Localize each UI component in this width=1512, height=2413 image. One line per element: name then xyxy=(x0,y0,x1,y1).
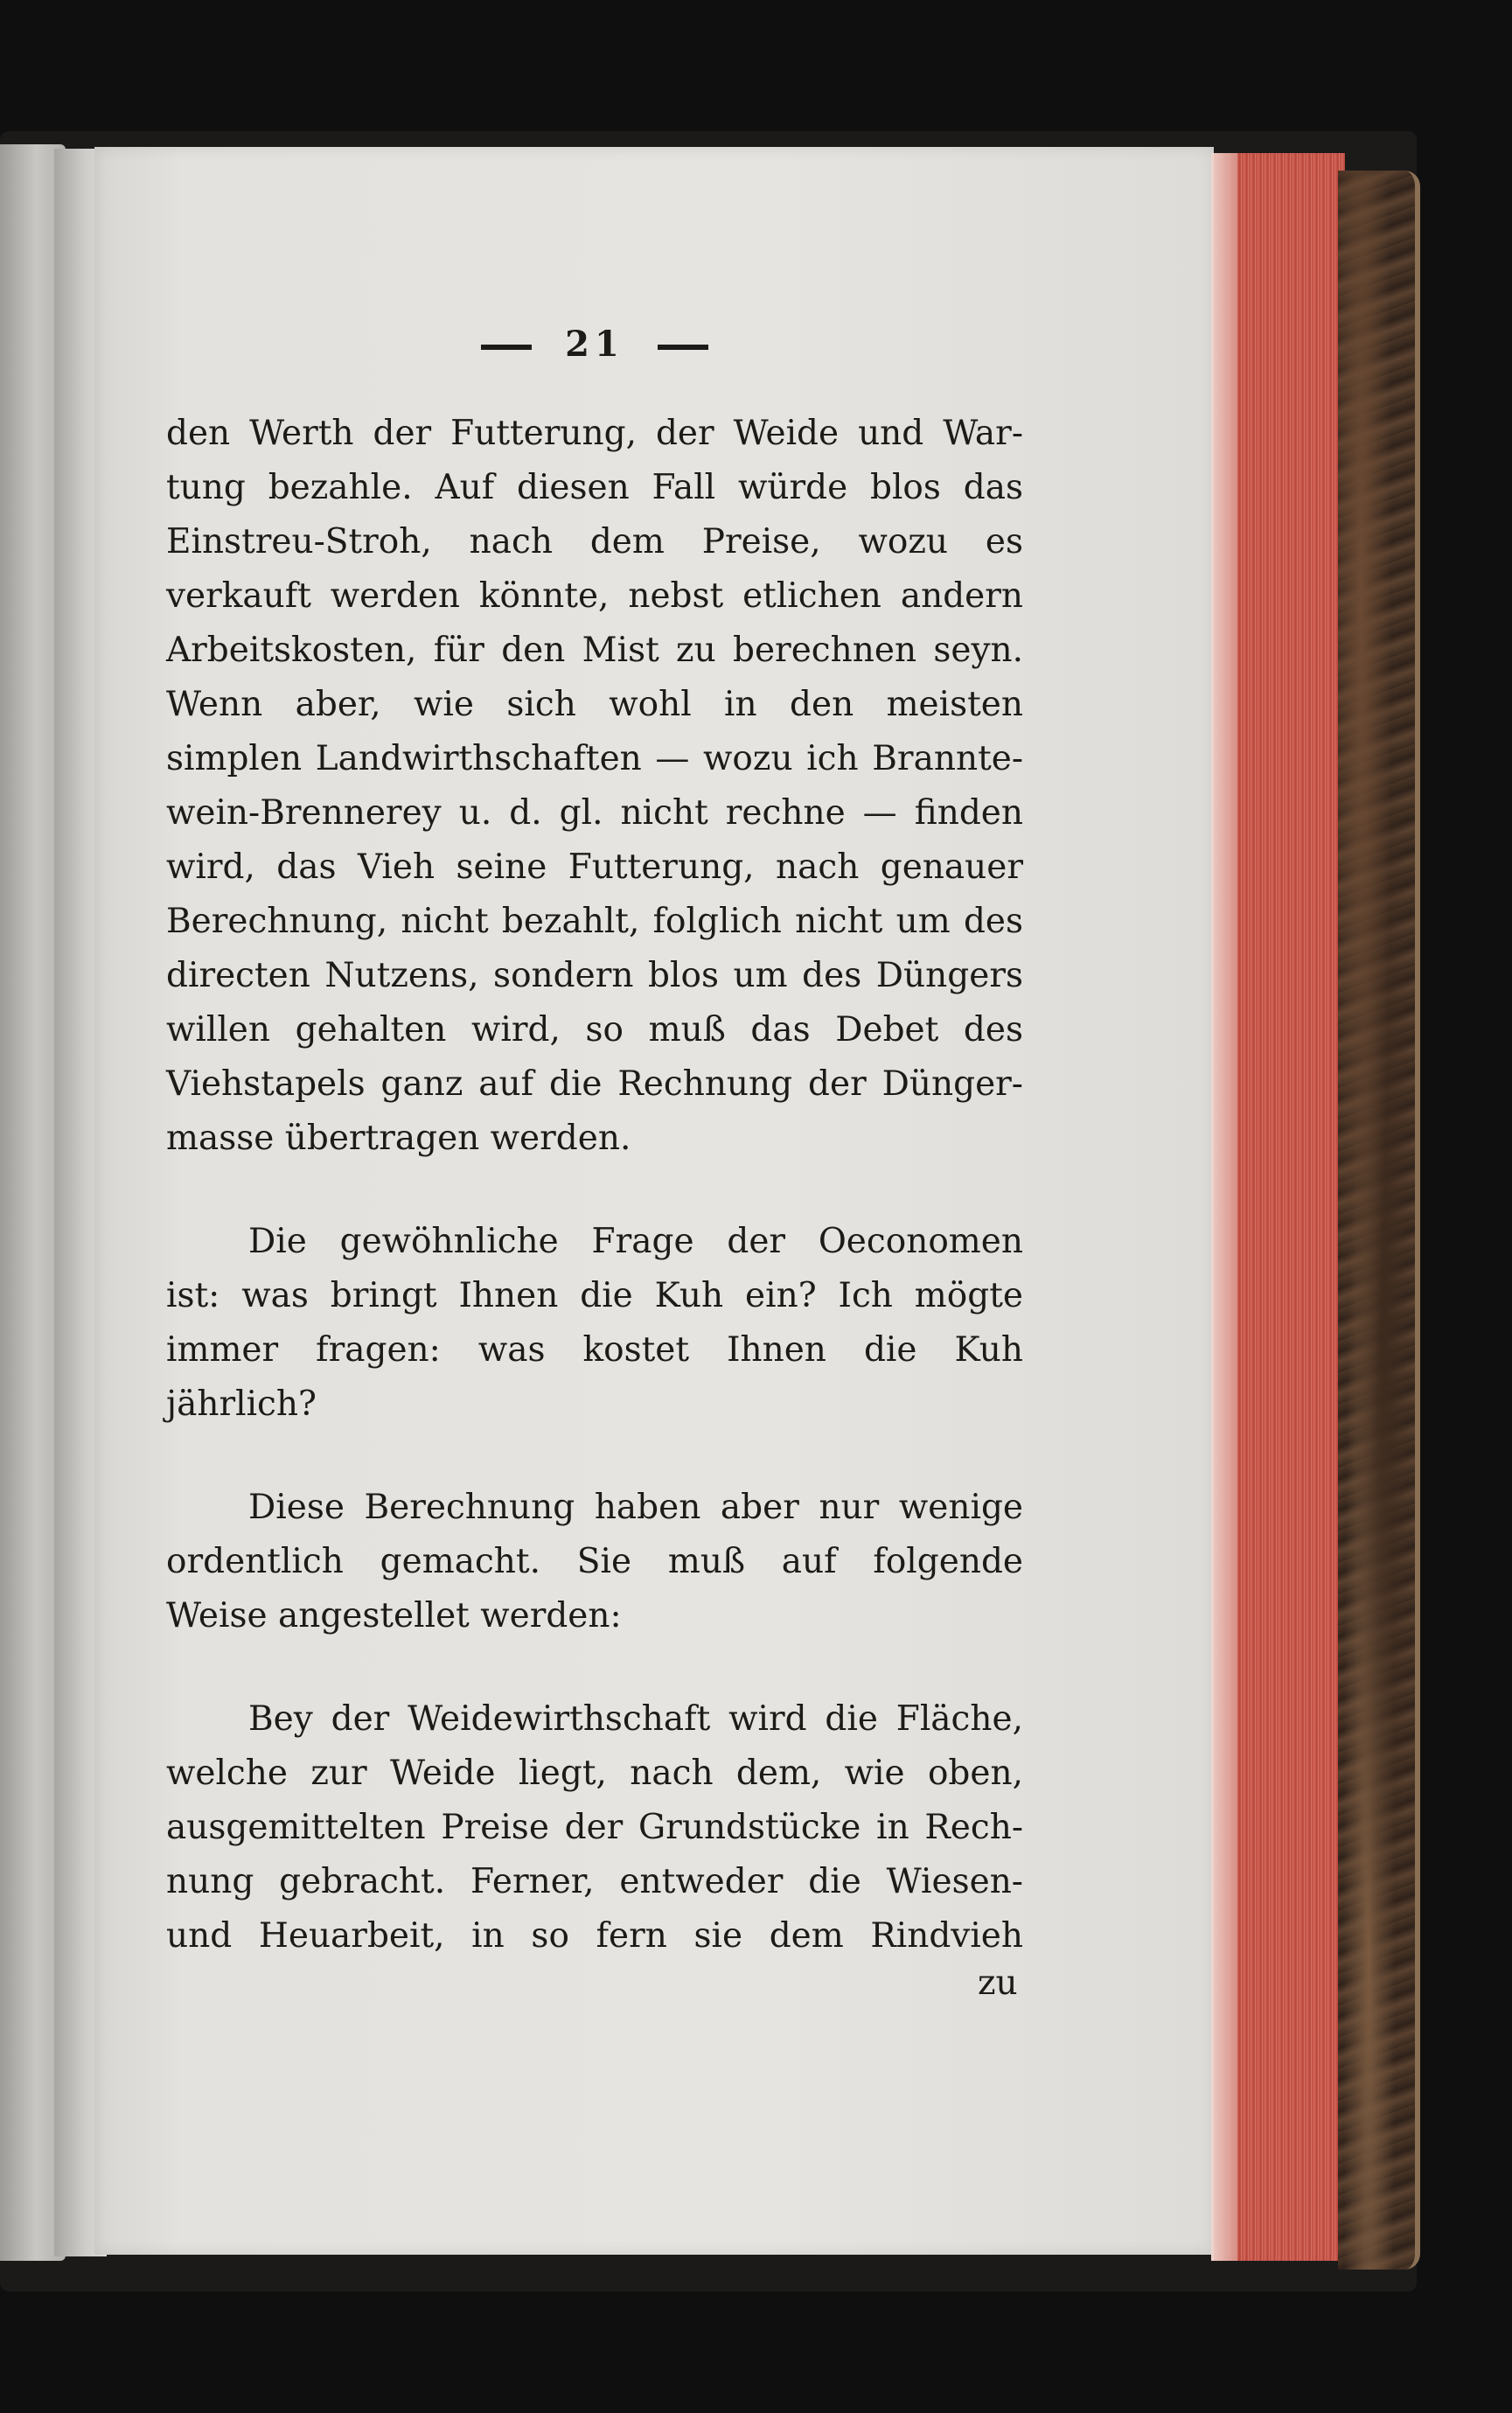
text-line: welche zur Weide liegt, nach dem, wie oben, xyxy=(166,1754,1023,1793)
text-line: jährlich? xyxy=(166,1384,317,1424)
text-line: Weise angestellet werden: xyxy=(166,1596,622,1635)
text-line: ordentlich gemacht. Sie muß auf folgende xyxy=(166,1542,1023,1581)
text-line: masse übertragen werden. xyxy=(166,1119,631,1158)
text-line: simplen Landwirthschaften — wozu ich Brannte- xyxy=(166,739,1023,778)
paragraph-2 xyxy=(166,1215,1023,1432)
text-line: Wenn aber, wie sich wohl in den meisten xyxy=(166,685,1023,724)
text-line: den Werth der Futterung, der Weide und War- xyxy=(166,414,1023,453)
text-line: ausgemittelten Preise der Grundstücke in Rech- xyxy=(166,1808,1023,1847)
page-number: 21 xyxy=(565,324,624,365)
header-dash-right xyxy=(658,345,708,350)
text-line: directen Nutzens, sondern blos um des Düngers xyxy=(166,956,1023,995)
text-line: und Heuarbeit, in so fern sie dem Rindvieh xyxy=(166,1916,1023,1956)
text-line: Viehstapels ganz auf die Rechnung der Dünger- xyxy=(166,1064,1023,1104)
text-line: willen gehalten wird, so muß das Debet des xyxy=(166,1010,1023,1050)
text-line: Die gewöhnliche Frage der Oeconomen xyxy=(248,1222,1023,1261)
text-line: Diese Berechnung haben aber nur wenige xyxy=(248,1488,1023,1527)
paragraph-3 xyxy=(166,1481,1023,1643)
text-line: verkauft werden könnte, nebst etlichen andern xyxy=(166,576,1023,616)
text-line: wein-Brennerey u. d. gl. nicht rechne — finden xyxy=(166,793,1023,833)
header-dash-left xyxy=(481,345,532,350)
text-line: Berechnung, nicht bezahlt, folglich nicht um des xyxy=(166,902,1023,941)
paragraph-4 xyxy=(166,1692,1023,1963)
text-line: nung gebracht. Ferner, entweder die Wiesen- xyxy=(166,1862,1023,1901)
text-line: ist: was bringt Ihnen die Kuh ein? Ich mögte xyxy=(166,1276,1023,1315)
text-line: Einstreu-Stroh, nach dem Preise, wozu es xyxy=(166,522,1023,561)
page-header xyxy=(166,324,1023,365)
text-line: Arbeitskosten, für den Mist zu berechnen seyn. xyxy=(166,631,1023,670)
paragraph-1 xyxy=(166,407,1023,1166)
catchword: zu xyxy=(978,1963,1018,2003)
page-edges-highlight xyxy=(1211,153,1237,2261)
text-line: wird, das Vieh seine Futterung, nach genauer xyxy=(166,847,1023,887)
text-line: tung bezahle. Auf diesen Fall würde blos das xyxy=(166,468,1023,507)
text-line: Bey der Weidewirthschaft wird die Fläche, xyxy=(248,1699,1023,1739)
text-line: immer fragen: was kostet Ihnen die Kuh xyxy=(166,1330,1023,1370)
book-cover-marbled xyxy=(1338,171,1420,2270)
page-text xyxy=(166,324,1023,2012)
